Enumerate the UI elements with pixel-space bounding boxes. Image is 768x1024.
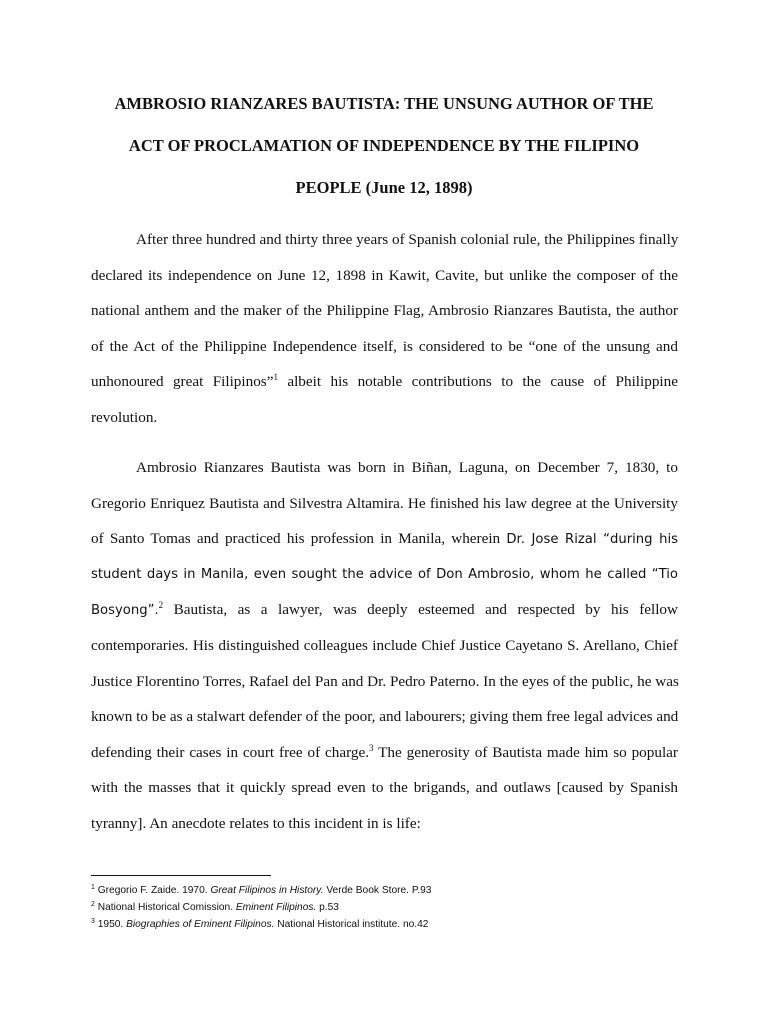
footnote-number: 3: [91, 918, 95, 925]
paragraph-line: contemporaries. His distinguished colleagues include Chief Justice Cayetano S. Arellano, Chief: [91, 636, 678, 654]
footnote-3: [91, 916, 691, 933]
footnote-divider: [91, 875, 271, 876]
paragraph-1: [91, 222, 678, 436]
footnote-text: Verde Book Store. P.93: [323, 885, 432, 896]
text-run: of Santo Tomas and practiced his profession in Manila, wherein: [91, 530, 507, 548]
footnote-number: 1: [91, 884, 95, 891]
paragraph-line: Ambrosio Rianzares Bautista was born in Biñan, Laguna, on December 7, 1830, to: [136, 459, 678, 476]
footnotes: [91, 882, 691, 933]
paragraph-line: known to be as a stalwart defender of the poor, and labourers; giving them free legal advices and: [91, 708, 679, 726]
footnote-ref-3[interactable]: 3: [369, 742, 374, 753]
paragraph-line: [91, 521, 678, 557]
footnote-1: [91, 882, 691, 899]
paragraph-line: [91, 735, 678, 771]
text-run: albeit his notable contributions to the cause of Philippine: [277, 373, 678, 391]
title-line-3: PEOPLE (June 12, 1898): [295, 178, 473, 197]
paragraph-line: Justice Florentino Torres, Rafael del Pan and Dr. Pedro Paterno. In the eyes of the public, he was: [91, 672, 679, 690]
paragraph-line: tyranny]. An anecdote relates to this incident in is life:: [91, 814, 421, 832]
paragraph-line: of the Act of the Philippine Independence itself, is considered to be “one of the unsung and: [91, 337, 678, 355]
footnote-title: Eminent Filipinos.: [235, 902, 317, 913]
paragraph-line: student days in Manila, even sought the advice of Don Ambrosio, whom he called “Tio: [91, 566, 678, 582]
title-line-1: AMBROSIO RIANZARES BAUTISTA: THE UNSUNG AUTHOR OF THE: [114, 94, 654, 113]
paragraph-line: [91, 364, 678, 400]
text-run: defending their cases in court free of charge.: [91, 743, 370, 761]
footnote-text: 1950.: [94, 919, 127, 930]
paragraph-2: [91, 450, 678, 842]
footnote-title: Great Filipinos in History.: [210, 885, 324, 896]
text-run: The generosity of Bautista made him so popular: [373, 743, 678, 761]
footnote-title: Biographies of Eminent Filipinos.: [126, 919, 275, 930]
title-line-2: ACT OF PROCLAMATION OF INDEPENDENCE BY THE FILIPINO: [128, 136, 640, 155]
paragraph-line: declared its independence on June 12, 1898 in Kawit, Cavite, but unlike the composer of the: [91, 266, 678, 284]
footnote-ref-2[interactable]: 2: [158, 600, 164, 611]
paragraph-line: revolution.: [91, 408, 158, 426]
footnote-number: 2: [91, 901, 95, 908]
footnote-ref-1[interactable]: 1: [273, 372, 278, 383]
text-run: Bautista, as a lawyer, was deeply esteemed and respected by his fellow: [163, 601, 678, 619]
paragraph-line: Gregorio Enriquez Bautista and Silvestra Altamira. He finished his law degree at the University: [91, 494, 678, 512]
paragraph-line: national anthem and the maker of the Philippine Flag, Ambrosio Rianzares Bautista, the author: [91, 302, 678, 320]
paragraph-line: After three hundred and thirty three years of Spanish colonial rule, the Philippines finally: [136, 231, 679, 248]
text-run: Bosyong”.: [91, 603, 159, 619]
footnote-text: p.53: [316, 902, 339, 913]
footnote-text: National Historical Comission.: [94, 902, 236, 913]
paragraph-line: with the masses that it quickly spread even to the brigands, and outlaws [caused by Spanish: [91, 779, 678, 797]
footnote-text: Gregorio F. Zaide. 1970.: [94, 885, 211, 896]
text-run: unhonoured great Filipinos”: [91, 373, 274, 391]
text-run: Dr. Jose Rizal “during his: [506, 532, 678, 548]
paragraph-line: [91, 592, 678, 628]
footnote-text: National Historical institute. no.42: [274, 919, 429, 930]
footnote-2: [91, 899, 691, 916]
